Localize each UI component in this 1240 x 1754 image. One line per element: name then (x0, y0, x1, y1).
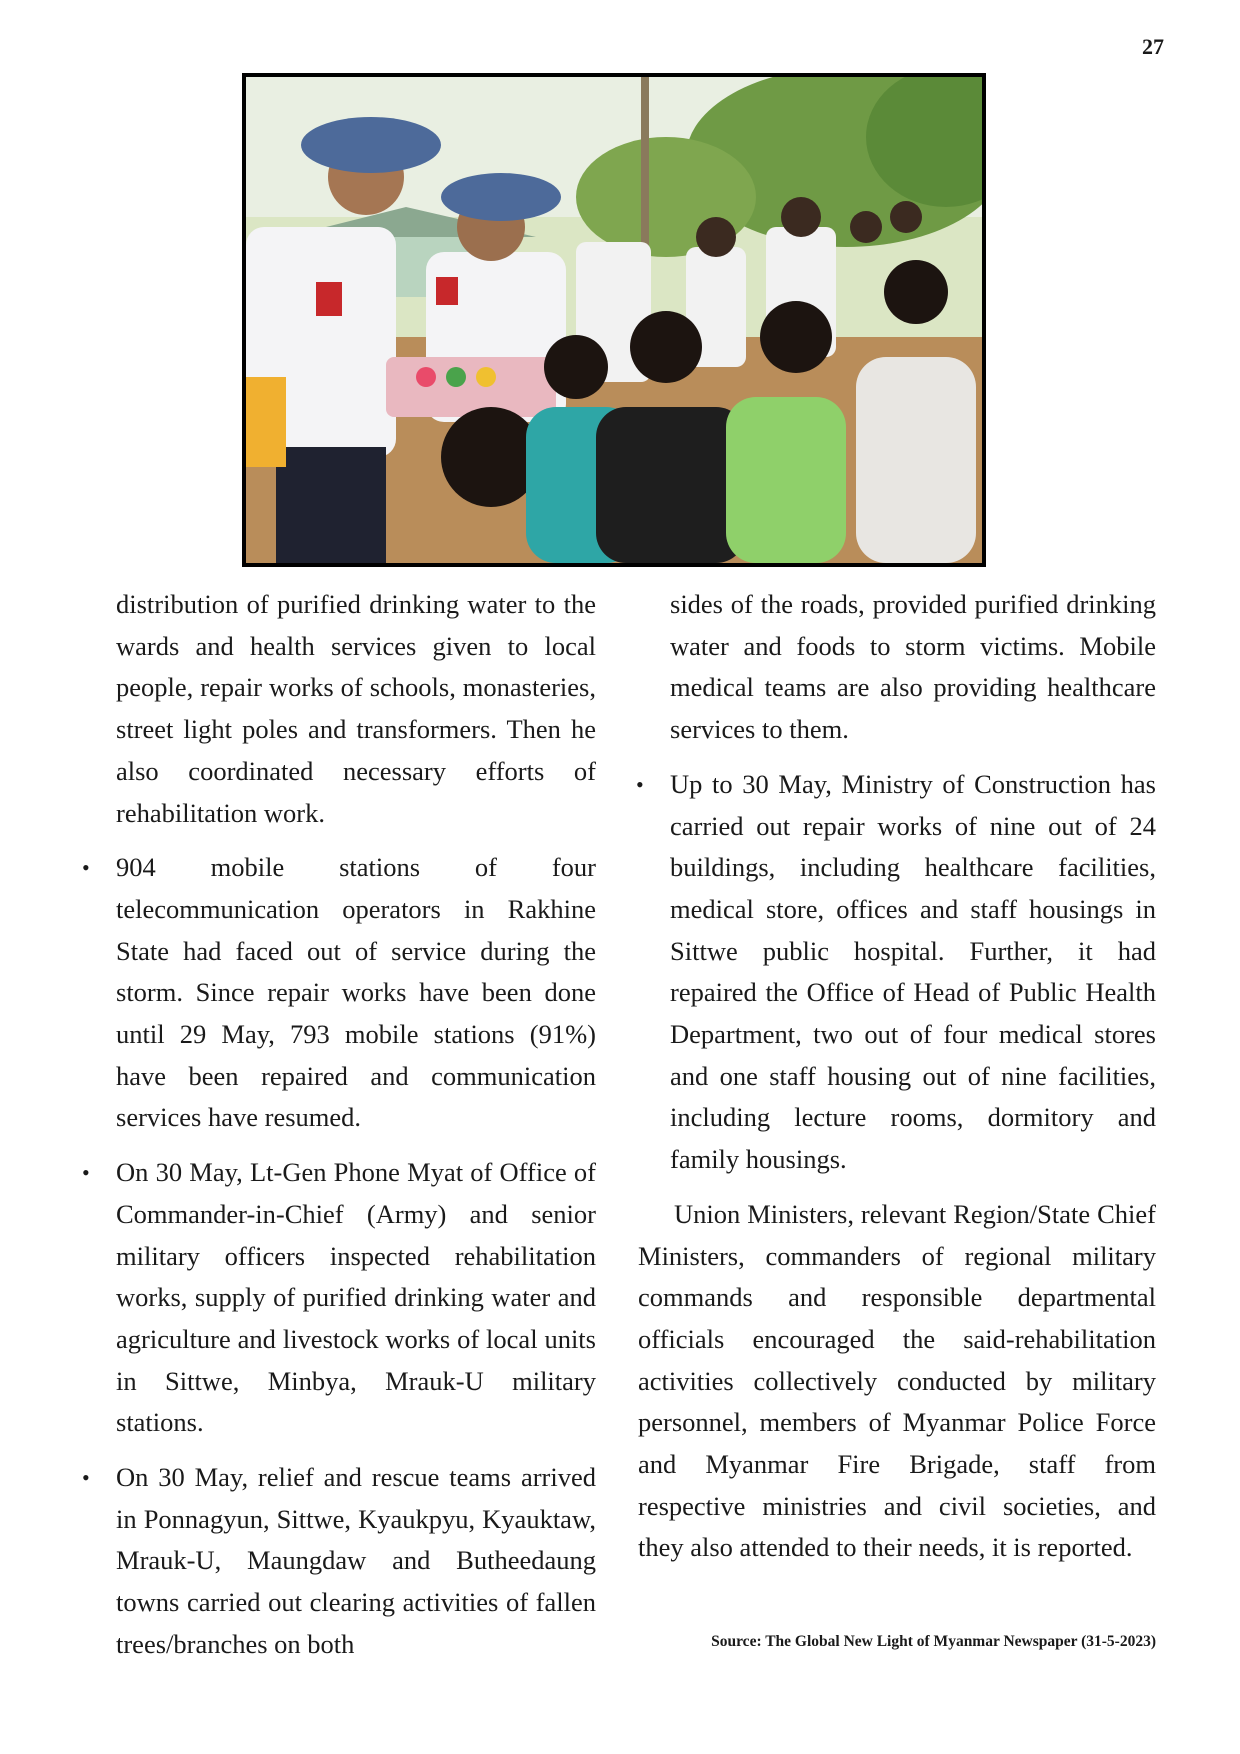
left-column (84, 584, 596, 1679)
photo-icon (246, 77, 982, 563)
source-citation: Source: The Global New Light of Myanmar Newspaper (31-5-2023) (711, 1633, 1156, 1650)
news-photo (242, 73, 986, 567)
closing-paragraph: Union Ministers, relevant Region/State Chief Ministers, commanders of regional military commands and responsible departmental officials encouraged the said-rehabilitation activities collectively conducted by military personnel, members of Myanmar Police Force and Myanmar Fire Brigade, staff from respective ministries and civil societies, and they also attended to their needs, it is reported. (638, 1198, 1156, 1563)
bullet-item: • Up to 30 May, Ministry of Construction has carried out repair works of nine out of 24 buildings, including healthcare facilities, medical store, offices and staff housings in Sittwe public hospital. Further, it had repaired the Office of Head of Public Health Department, two out of four medical stores and one staff housing out of nine facilities, including lecture rooms, dormitory and family housings. (638, 764, 1156, 1181)
bullet-item: • 904 mobile stations of four telecommunication operators in Rakhine State had faced out of service during the storm. Since repair works have been done until 29 May, 793 mobile stations (91%) have been repaired and communication services have resumed. (84, 847, 596, 1139)
bullet-item: • On 30 May, Lt-Gen Phone Myat of Office of Commander-in-Chief (Army) and senior military officers inspected rehabilitation works, supply of purified drinking water and agriculture and livestock works of local units in Sittwe, Minbya, Mrauk-U military stations. (84, 1152, 596, 1444)
page-number: 27 (1142, 34, 1164, 59)
bullet-item: • On 30 May, relief and rescue teams arrived in Ponnagyun, Sittwe, Kyaukpyu, Kyauktaw, Mrauk-U, Maungdaw and Butheedaung towns carried out clearing activities of fallen trees/branches on both (84, 1457, 596, 1666)
left-continued-paragraph: distribution of purified drinking water to the wards and health services given to local people, repair works of schools, monasteries, street light poles and transformers. Then he also coordinated necessary efforts of rehabilitation work. (116, 589, 596, 828)
right-column (638, 584, 1156, 1582)
right-continued-paragraph: sides of the roads, provided purified drinking water and foods to storm victims. Mobile medical teams are also providing healthcare services to them. (670, 589, 1156, 745)
